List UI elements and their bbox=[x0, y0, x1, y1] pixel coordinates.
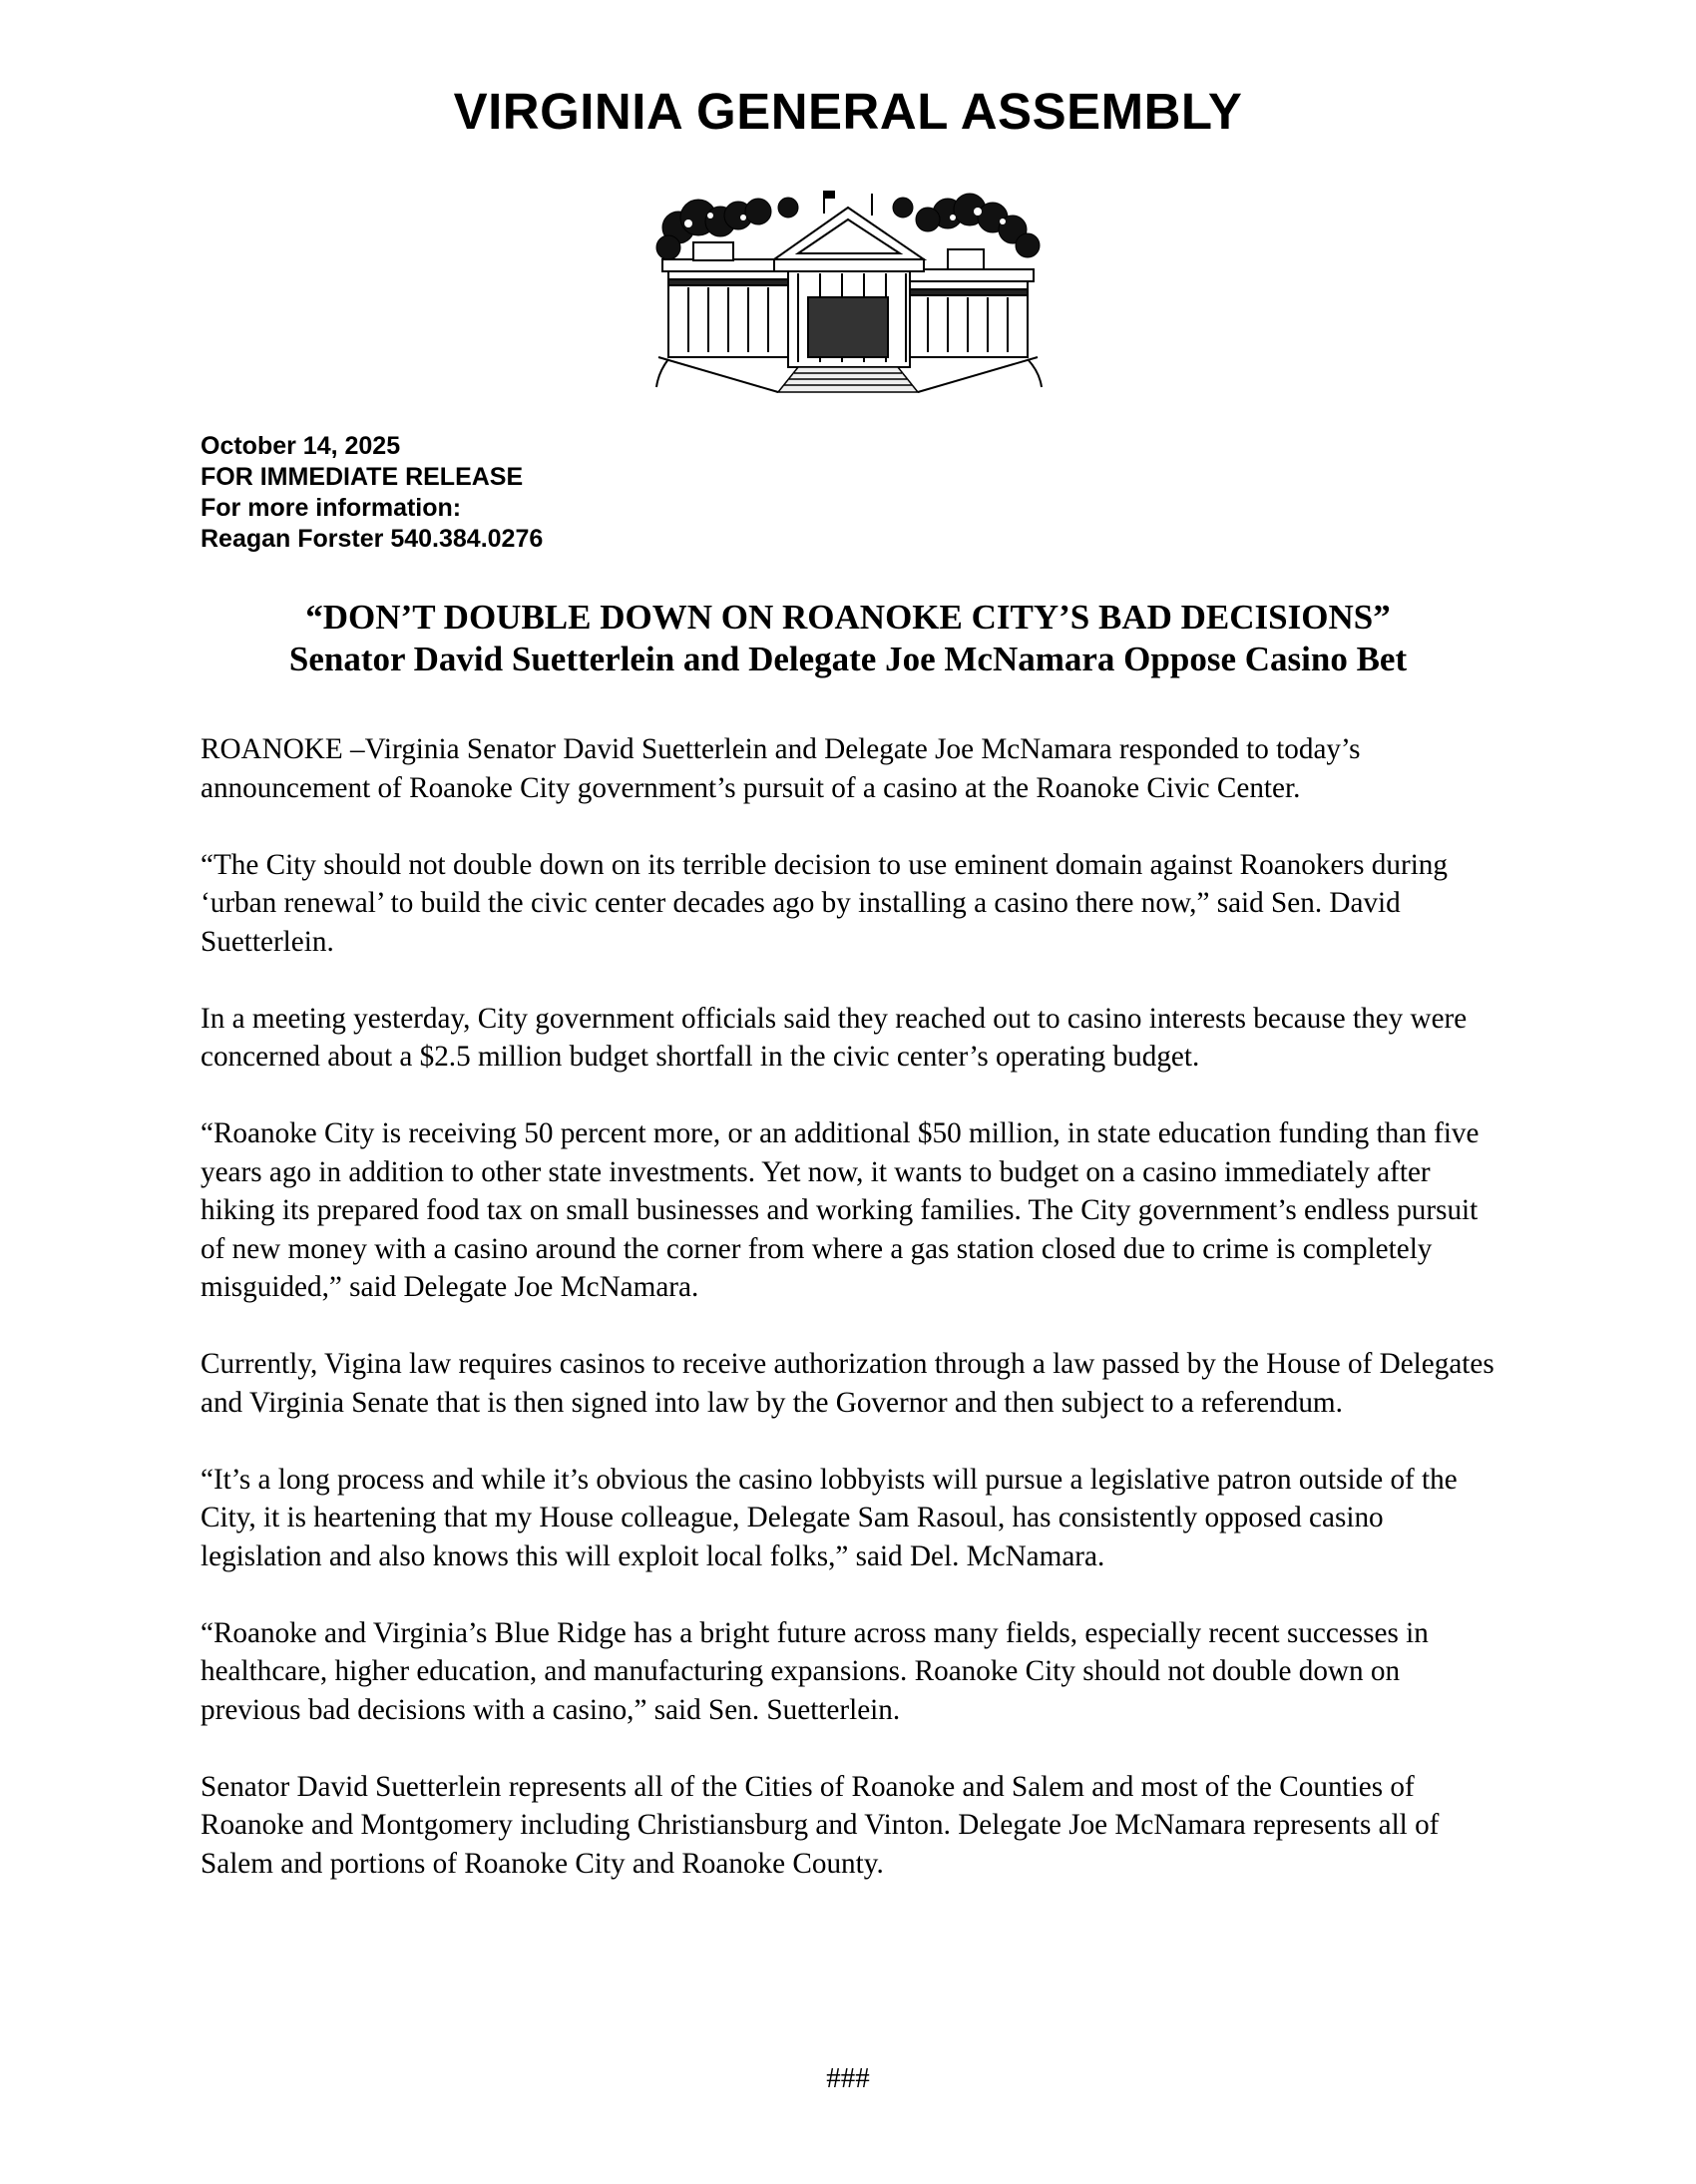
release-type: FOR IMMEDIATE RELEASE bbox=[201, 463, 524, 491]
body-paragraph: Senator David Suetterlein represents all of the Cities of Roanoke and Salem and most of the Counties of Roanoke and Montgomery including Christiansburg and Vinton. Delegate Joe McNamara represents all of Salem and portions of Roanoke City and Roanoke County. bbox=[201, 1770, 1440, 1880]
body-paragraph: In a meeting yesterday, City government officials said they reached out to casino interests because they were concerned about a $2.5 million budget shortfall in the civic center’s operating budget. bbox=[201, 1002, 1468, 1073]
headline-subtitle: Senator David Suetterlein and Delegate Joe McNamara Oppose Casino Bet bbox=[288, 640, 1408, 678]
headline-title: “DON’T DOUBLE DOWN ON ROANOKE CITY’S BAD DECISIONS” bbox=[305, 598, 1391, 637]
body-paragraph: Currently, Vigina law requires casinos to receive authorization through a law passed by the House of Delegates and Virginia Senate that is then signed into law by the Governor and then subject to a referendum. bbox=[201, 1348, 1494, 1419]
body-paragraph: “The City should not double down on its terrible decision to use eminent domain against Roanokers during ‘urban renewal’ to build the civic center decades ago by installing a casino there now,” said Sen. David Suetterlein. bbox=[201, 848, 1448, 958]
release-date: October 14, 2025 bbox=[201, 432, 401, 460]
body-paragraph: “It’s a long process and while it’s obvious the casino lobbyists will pursue a legislative patron outside of the City, it is heartening that my House colleague, Delegate Sam Rasoul, has consistently opposed casino legislation and also knows this will exploit local folks,” said Del. McNamara. bbox=[201, 1463, 1458, 1572]
release-body bbox=[201, 730, 1502, 1922]
release-info bbox=[201, 431, 543, 555]
body-paragraph: “Roanoke and Virginia’s Blue Ridge has a bright future across many fields, especially recent successes in healthcare, higher education, and manufacturing expansions. Roanoke City should not double down on previous bad decisions with a casino,” said Sen. Suetterlein. bbox=[201, 1616, 1429, 1726]
contact-label: For more information: bbox=[201, 494, 462, 522]
organization-title: VIRGINIA GENERAL ASSEMBLY bbox=[453, 83, 1243, 140]
end-mark: ### bbox=[826, 2062, 870, 2094]
contact-info: Reagan Forster 540.384.0276 bbox=[201, 525, 544, 553]
headline bbox=[100, 597, 1596, 680]
body-paragraph: “Roanoke City is receiving 50 percent more, or an additional $50 million, in state education funding than five years ago in addition to other state investments. Yet now, it wants to budget on a casino immediately after hiking its prepared food tax on small businesses and working families. The City government’s endless pursuit of new money with a casino around the corner from where a gas station closed due to crime is completely misguided,” said Delegate Joe McNamara. bbox=[201, 1117, 1480, 1303]
body-paragraph: ROANOKE –Virginia Senator David Suetterlein and Delegate Joe McNamara responded to today’s announcement of Roanoke City government’s pursuit of a casino at the Roanoke Civic Center. bbox=[201, 733, 1361, 804]
capitol-building-icon bbox=[648, 188, 1048, 407]
